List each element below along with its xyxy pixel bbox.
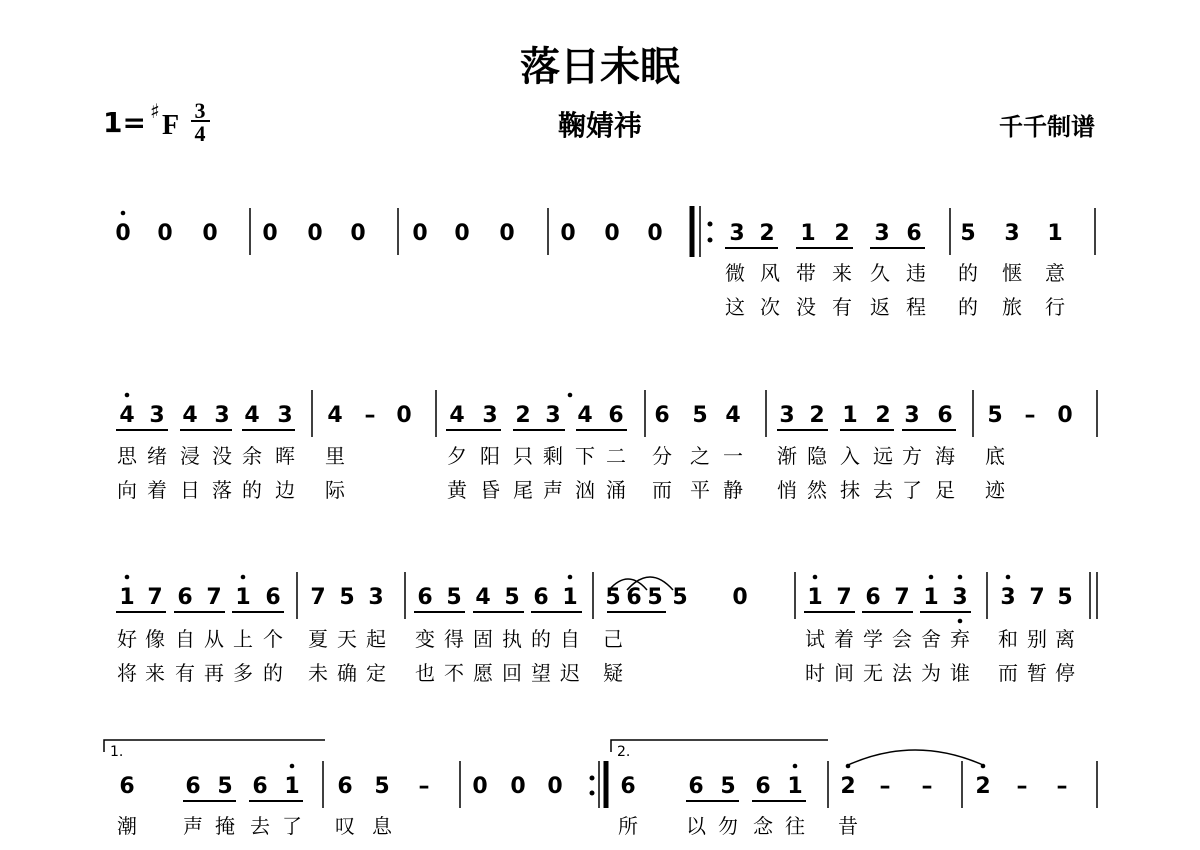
note: 3 [545, 403, 561, 428]
lyric: 落 [212, 478, 232, 502]
note: – [879, 774, 891, 799]
note: 0 [510, 774, 526, 799]
lyric: 迟 [560, 661, 580, 685]
lyric: 回 [502, 661, 522, 685]
lyric: 下 [575, 444, 595, 468]
note: 3 [952, 585, 968, 610]
lyric: 去 [873, 478, 893, 502]
lyric: 谁 [950, 661, 970, 685]
lyric: 带 [796, 261, 816, 285]
lyric: 学 [863, 627, 883, 651]
lyric: 会 [892, 627, 912, 651]
note: – [418, 774, 430, 799]
lyric: 离 [1055, 627, 1075, 651]
note: 2 [875, 403, 891, 428]
note: 1 [923, 585, 939, 610]
lyric: 平 [690, 478, 710, 502]
octave-dot [125, 575, 130, 580]
note: 6 [755, 774, 771, 799]
lyric: 足 [935, 478, 955, 502]
note: 5 [987, 403, 1003, 428]
lyric: 好 [117, 627, 137, 651]
note: 7 [894, 585, 910, 610]
note: 5 [672, 585, 688, 610]
lyric: 方 [902, 444, 922, 468]
lyric: 夏 [308, 627, 328, 651]
lyric: 往 [785, 814, 805, 838]
note: 2 [975, 774, 991, 799]
lyric: 隐 [807, 444, 827, 468]
octave-dot [929, 575, 934, 580]
lyric: 静 [723, 478, 743, 502]
lyric: 也 [415, 661, 435, 685]
lyric: 了 [282, 814, 302, 838]
lyric: 际 [325, 478, 345, 502]
lyric: 悄 [777, 478, 797, 502]
lyric: 勿 [718, 814, 738, 838]
note: 3 [729, 221, 745, 246]
lyric: 涌 [606, 478, 626, 502]
lyric: 二 [606, 444, 626, 468]
lyric: 声 [183, 814, 203, 838]
note: 2 [515, 403, 531, 428]
lyric: 黄 [447, 478, 467, 502]
song-title: 落日未眠 [520, 44, 680, 90]
note: 6 [119, 774, 135, 799]
lyric: 程 [906, 295, 926, 319]
lyric: 定 [366, 661, 386, 685]
note: 0 [560, 221, 576, 246]
lyric: 入 [840, 444, 860, 468]
lyric: 久 [870, 261, 890, 285]
lyric: 上 [233, 627, 253, 651]
note: 6 [265, 585, 281, 610]
octave-dot [793, 764, 798, 769]
octave-dot [568, 393, 573, 398]
note: 3 [779, 403, 795, 428]
lyric: 念 [753, 814, 773, 838]
volta-bracket [104, 740, 325, 752]
lyric: 间 [834, 661, 854, 685]
lyric: 着 [147, 478, 167, 502]
note: 5 [217, 774, 233, 799]
note: 3 [874, 221, 890, 246]
note: 3 [277, 403, 293, 428]
octave-dot [568, 575, 573, 580]
lyric: 着 [834, 627, 854, 651]
note: 7 [206, 585, 222, 610]
note: – [364, 403, 376, 428]
lyric: 夕 [447, 444, 467, 468]
note: 5 [647, 585, 663, 610]
note: 3 [1000, 585, 1016, 610]
lyric: 远 [873, 444, 893, 468]
lyric: 剩 [543, 444, 563, 468]
lyric: 不 [444, 661, 464, 685]
note: 1 [284, 774, 300, 799]
note: 3 [214, 403, 230, 428]
lyric: 昏 [480, 478, 500, 502]
time-sig-bottom: 4 [194, 121, 206, 146]
note: 4 [119, 403, 135, 428]
note: 1 [119, 585, 135, 610]
lyric: 晖 [275, 444, 295, 468]
note: 5 [692, 403, 708, 428]
lyric: 的 [242, 478, 262, 502]
lyric: 阳 [480, 444, 500, 468]
note: 6 [937, 403, 953, 428]
lyric: 向 [117, 478, 137, 502]
note: 6 [185, 774, 201, 799]
lyric: 掩 [215, 814, 235, 838]
lyric: 一 [723, 444, 743, 468]
note: 3 [1004, 221, 1020, 246]
note: – [1016, 774, 1028, 799]
lyric: 以 [686, 814, 706, 838]
note: 4 [244, 403, 260, 428]
note: 3 [482, 403, 498, 428]
octave-dot [1006, 575, 1011, 580]
notation-body [104, 206, 1097, 838]
lyric: 自 [560, 627, 580, 651]
lyric: 惬 [1002, 261, 1022, 285]
note: 0 [350, 221, 366, 246]
lyric: 海 [935, 444, 955, 468]
lyric: 为 [921, 661, 941, 685]
lyric: 余 [242, 444, 262, 468]
note: 5 [446, 585, 462, 610]
note: 4 [449, 403, 465, 428]
note: 4 [577, 403, 593, 428]
note: 3 [149, 403, 165, 428]
lyric: 违 [906, 261, 926, 285]
octave-dot [125, 393, 130, 398]
lyric: 确 [337, 661, 357, 685]
key-note: F [162, 110, 180, 141]
key-prefix: 1= [103, 106, 146, 139]
lyric: 里 [325, 444, 345, 468]
lyric: 底 [985, 444, 1005, 468]
lyric: 抹 [840, 478, 860, 502]
lyric: 多 [233, 661, 253, 685]
lyric: 行 [1045, 295, 1065, 319]
octave-dot [958, 619, 963, 624]
note: 6 [608, 403, 624, 428]
note: 0 [202, 221, 218, 246]
lyric: 将 [117, 661, 137, 685]
note: 1 [807, 585, 823, 610]
lyric: 得 [444, 627, 464, 651]
note: 5 [960, 221, 976, 246]
lyric: 暂 [1027, 661, 1047, 685]
lyric: 然 [807, 478, 827, 502]
lyric: 弃 [950, 627, 970, 651]
note: 6 [626, 585, 642, 610]
repeat-dot [708, 238, 713, 243]
note: 5 [504, 585, 520, 610]
volta-2-label: 2. [617, 744, 631, 760]
lyric: 分 [652, 444, 672, 468]
note: – [1056, 774, 1068, 799]
lyric: 再 [204, 661, 224, 685]
lyric: 尾 [513, 478, 533, 502]
note: 6 [533, 585, 549, 610]
lyric: 潮 [117, 814, 137, 838]
note: 6 [688, 774, 704, 799]
note: 0 [647, 221, 663, 246]
note: 4 [475, 585, 491, 610]
lyric: 的 [958, 261, 978, 285]
octave-dot [241, 575, 246, 580]
lyric: 望 [531, 661, 551, 685]
lyric: 风 [760, 261, 780, 285]
lyric: 停 [1055, 661, 1075, 685]
lyric: 只 [513, 444, 533, 468]
lyric: 执 [502, 627, 522, 651]
lyric: 次 [760, 295, 780, 319]
note: 4 [182, 403, 198, 428]
note: 4 [725, 403, 741, 428]
lyric: 旅 [1002, 295, 1022, 319]
lyric: 变 [415, 627, 435, 651]
lyric: 从 [204, 627, 224, 651]
lyric: 来 [145, 661, 165, 685]
lyric: 有 [175, 661, 195, 685]
note: 6 [252, 774, 268, 799]
octave-dot [813, 575, 818, 580]
note: 0 [454, 221, 470, 246]
volta-1-label: 1. [110, 744, 124, 760]
lyric: 的 [531, 627, 551, 651]
note: 6 [906, 221, 922, 246]
note: 3 [368, 585, 384, 610]
key-accidental: ♯ [150, 99, 160, 123]
note: 0 [262, 221, 278, 246]
octave-dot [958, 575, 963, 580]
lyric: 叹 [335, 814, 355, 838]
note: 5 [720, 774, 736, 799]
lyric: 返 [870, 295, 890, 319]
note: 5 [1057, 585, 1073, 610]
note: 1 [787, 774, 803, 799]
note: 0 [547, 774, 563, 799]
repeat-dot [590, 776, 595, 781]
note: 0 [396, 403, 412, 428]
lyric: 昔 [838, 814, 858, 838]
note: 0 [115, 221, 131, 246]
note: – [1024, 403, 1036, 428]
note: 7 [147, 585, 163, 610]
lyric: 法 [892, 661, 912, 685]
lyric: 微 [725, 261, 745, 285]
key-signature [103, 98, 210, 146]
lyric: 没 [796, 295, 816, 319]
octave-dot [121, 211, 126, 216]
lyric: 来 [832, 261, 852, 285]
note: 1 [1047, 221, 1063, 246]
lyric: 未 [308, 661, 328, 685]
note: 0 [732, 585, 748, 610]
lyric: 迹 [985, 478, 1005, 502]
lyric: 试 [805, 627, 825, 651]
lyric: 个 [263, 627, 283, 651]
note: 0 [499, 221, 515, 246]
note: 6 [865, 585, 881, 610]
lyric: 天 [337, 627, 357, 651]
note: 3 [904, 403, 920, 428]
note: 0 [472, 774, 488, 799]
repeat-dot [590, 791, 595, 796]
arranger-credit: 千千制谱 [999, 113, 1095, 141]
lyric: 像 [145, 627, 165, 651]
note: 2 [809, 403, 825, 428]
lyric: 无 [863, 661, 883, 685]
lyric: 思 [117, 444, 137, 468]
note: 0 [307, 221, 323, 246]
lyric: 这 [725, 295, 745, 319]
lyric: 没 [212, 444, 232, 468]
note: 1 [562, 585, 578, 610]
lyric: 息 [372, 814, 392, 838]
lyric: 时 [805, 661, 825, 685]
note: 6 [654, 403, 670, 428]
volta-bracket [611, 740, 828, 752]
note: 2 [834, 221, 850, 246]
note: 5 [339, 585, 355, 610]
lyric: 绪 [147, 444, 167, 468]
lyric: 所 [618, 814, 638, 838]
lyric: 边 [275, 478, 295, 502]
lyric: 而 [652, 478, 672, 502]
note: 0 [157, 221, 173, 246]
lyric: 自 [175, 627, 195, 651]
lyric: 愿 [473, 661, 493, 685]
note: 2 [840, 774, 856, 799]
note: 0 [412, 221, 428, 246]
lyric: 起 [366, 627, 386, 651]
time-sig-top: 3 [194, 98, 206, 123]
note: 7 [310, 585, 326, 610]
lyric: 的 [958, 295, 978, 319]
lyric: 声 [543, 478, 563, 502]
lyric: 的 [263, 661, 283, 685]
lyric: 去 [250, 814, 270, 838]
note: 0 [1057, 403, 1073, 428]
lyric: 别 [1027, 627, 1047, 651]
note: 6 [620, 774, 636, 799]
note: 5 [605, 585, 621, 610]
lyric: 固 [473, 627, 493, 651]
lyric: 了 [902, 478, 922, 502]
note: 1 [842, 403, 858, 428]
lyric: 渐 [777, 444, 797, 468]
note: 7 [1029, 585, 1045, 610]
note: 6 [417, 585, 433, 610]
lyric: 汹 [575, 478, 595, 502]
note: 1 [800, 221, 816, 246]
lyric: 有 [832, 295, 852, 319]
octave-dot [290, 764, 295, 769]
lyric: 疑 [603, 661, 623, 685]
note: 0 [604, 221, 620, 246]
note: 4 [327, 403, 343, 428]
note: 6 [177, 585, 193, 610]
lyric: 意 [1045, 261, 1065, 285]
note: 2 [759, 221, 775, 246]
lyric: 而 [998, 661, 1018, 685]
lyric: 舍 [921, 627, 941, 651]
note: 1 [235, 585, 251, 610]
repeat-dot [708, 222, 713, 227]
lyric: 己 [603, 627, 623, 651]
singer-name: 鞠婧祎 [557, 109, 643, 142]
note: 5 [374, 774, 390, 799]
note: 7 [836, 585, 852, 610]
lyric: 日 [180, 478, 200, 502]
note: 6 [337, 774, 353, 799]
lyric: 和 [998, 627, 1018, 651]
note: – [921, 774, 933, 799]
lyric: 浸 [180, 444, 200, 468]
lyric: 之 [690, 444, 710, 468]
